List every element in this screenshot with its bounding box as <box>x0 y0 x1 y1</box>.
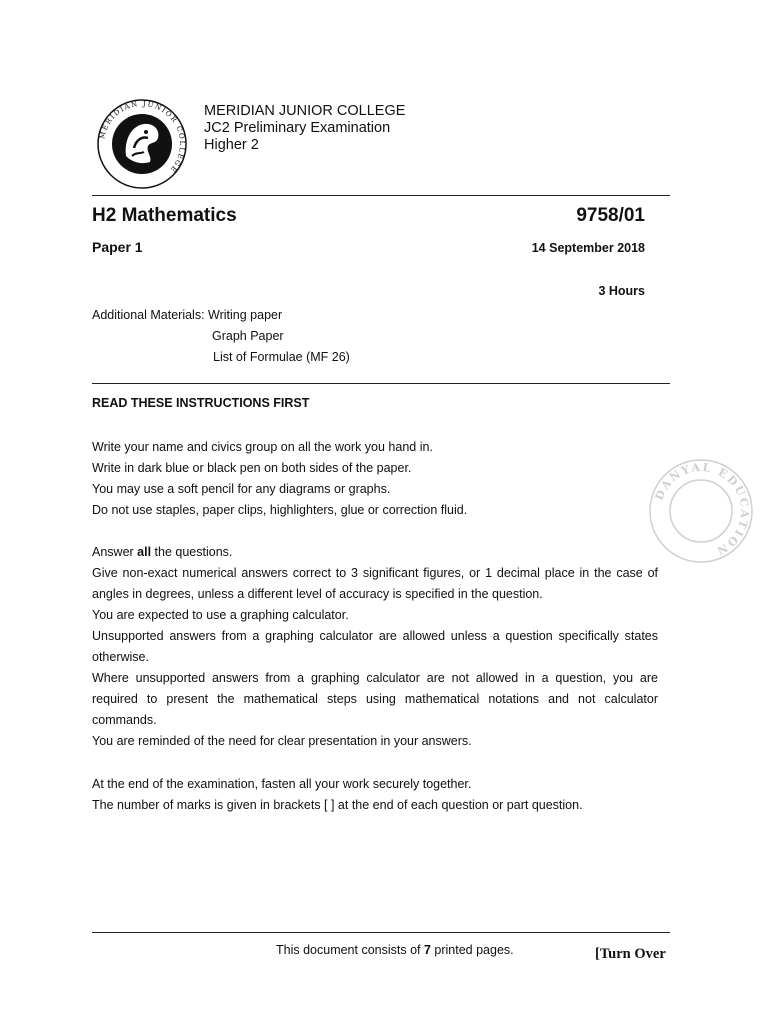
instruction-line: commands. <box>92 713 157 727</box>
footer-post: printed pages. <box>430 943 514 957</box>
answer-bold: all <box>137 545 152 559</box>
subject-title: H2 Mathematics <box>92 205 237 226</box>
instruction-line: You may use a soft pencil for any diagrams or graphs. <box>92 482 391 496</box>
instruction-line: angles in degrees, unless a different level of accuracy is specified in the question. <box>92 587 543 601</box>
bottom-divider <box>92 932 670 933</box>
top-divider <box>92 195 670 196</box>
instruction-line: You are expected to use a graphing calculator. <box>92 608 349 622</box>
instruction-line: The number of marks is given in brackets [ ] at the end of each question or part question. <box>92 798 583 812</box>
exam-name: JC2 Preliminary Examination <box>204 120 391 136</box>
answer-post: the questions. <box>151 545 233 559</box>
page-count-note <box>276 943 514 957</box>
instruction-line: required to present the mathematical steps using mathematical notations and not calculator <box>92 692 658 706</box>
material-item: List of Formulae (MF 26) <box>213 350 350 364</box>
exam-duration: 3 Hours <box>598 284 645 298</box>
turn-over-label: [Turn Over <box>595 946 666 962</box>
paper-label: Paper 1 <box>92 239 143 255</box>
college-name: MERIDIAN JUNIOR COLLEGE <box>204 103 406 119</box>
instruction-line: Where unsupported answers from a graphing calculator are not allowed in a question, you are <box>92 671 658 685</box>
logo-ring-text: MERIDIAN JUNIOR COLLEGE <box>98 99 187 175</box>
college-header <box>204 103 405 154</box>
instruction-line-answer <box>92 542 658 563</box>
instruction-line: At the end of the examination, fasten all your work securely together. <box>92 777 472 791</box>
paper-code: 9758/01 <box>576 205 645 226</box>
instructions-block-2 <box>92 542 658 752</box>
materials-label: Additional Materials: <box>92 308 205 322</box>
material-item: Graph Paper <box>212 329 284 343</box>
watermark-stamp <box>648 458 754 564</box>
instructions-block-3 <box>92 774 658 816</box>
watermark-text: DANYAL EDUCATION <box>652 460 752 558</box>
exam-level: Higher 2 <box>204 137 259 153</box>
instructions-heading: READ THESE INSTRUCTIONS FIRST <box>92 396 310 410</box>
college-logo <box>96 98 188 190</box>
instructions-block-1 <box>92 437 658 521</box>
middle-divider <box>92 383 670 384</box>
instruction-line: Write in dark blue or black pen on both sides of the paper. <box>92 461 412 475</box>
footer-pre: This document consists of <box>276 943 424 957</box>
instruction-line: Give non-exact numerical answers correct to 3 significant figures, or 1 decimal place in the case of <box>92 566 658 580</box>
exam-date: 14 September 2018 <box>531 241 645 255</box>
instruction-line: You are reminded of the need for clear presentation in your answers. <box>92 734 472 748</box>
page-count: 7 <box>423 943 431 957</box>
answer-pre: Answer <box>92 545 138 559</box>
material-item: Writing paper <box>208 308 283 322</box>
instruction-line: otherwise. <box>92 650 149 664</box>
instruction-line: Write your name and civics group on all the work you hand in. <box>92 440 433 454</box>
instruction-line: Do not use staples, paper clips, highlighters, glue or correction fluid. <box>92 503 468 517</box>
instruction-line: Unsupported answers from a graphing calculator are allowed unless a question specifically states <box>92 629 658 643</box>
additional-materials <box>92 305 350 368</box>
